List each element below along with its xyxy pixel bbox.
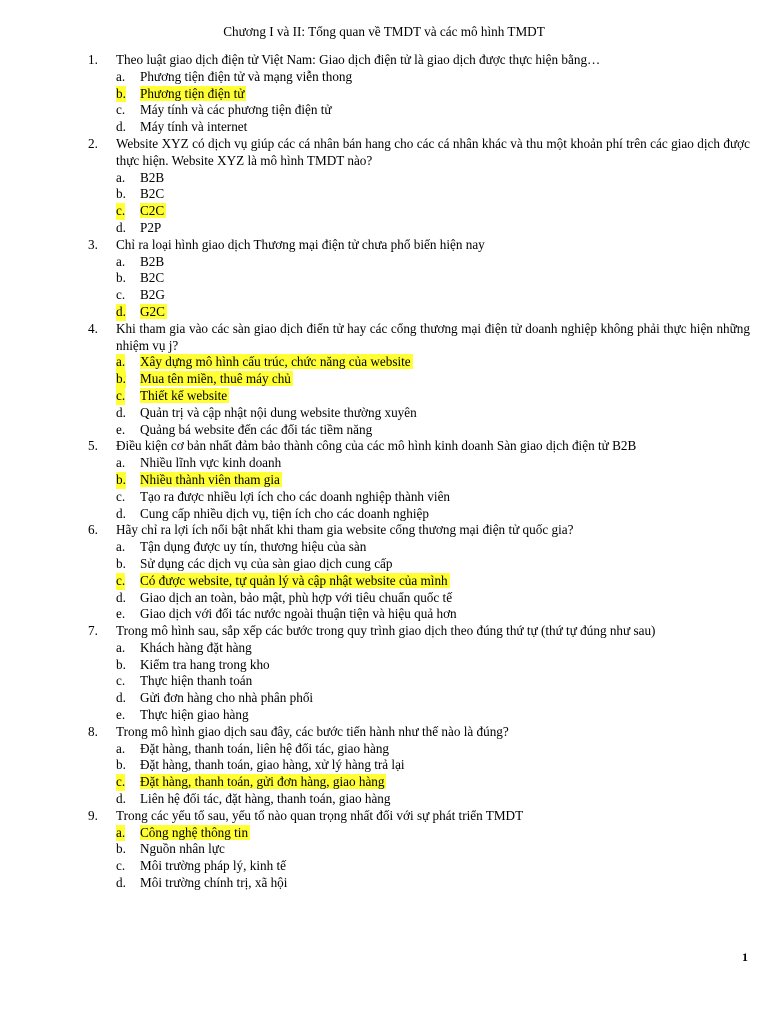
option-letter: d.: [116, 119, 126, 135]
option-text: Cung cấp nhiều dịch vụ, tiện ích cho các doanh nghiệp: [140, 505, 429, 521]
option-text: Tận dụng được uy tín, thương hiệu của sàn: [140, 539, 367, 555]
question: [88, 237, 750, 254]
option-list: [88, 254, 750, 321]
question-text: Website XYZ có dịch vụ giúp các cá nhân bán hang cho các cá nhân khác và thu một khoản phí trên các giao dịch được thực hiện. Website XYZ là mô hình TMDT nào?: [116, 135, 750, 168]
option-letter: b.: [116, 555, 126, 571]
option-text: Quản trị và cập nhật nội dung website thường xuyên: [140, 404, 417, 420]
option-text: P2P: [140, 219, 162, 235]
option-letter: c.: [116, 203, 126, 219]
answer-option: [88, 405, 750, 422]
option-letter: e.: [116, 421, 126, 437]
option-text: Khách hàng đặt hàng: [140, 639, 252, 655]
option-text: Thiết kế website: [140, 387, 228, 403]
option-letter: e.: [116, 707, 126, 723]
answer-option: [88, 590, 750, 607]
question: [88, 321, 750, 355]
question-text: Trong mô hình sau, sắp xếp các bước trong quy trình giao dịch theo đúng thứ tự (thứ tự đúng như sau): [116, 623, 656, 639]
answer-option: [88, 640, 750, 657]
question: [88, 522, 750, 539]
answer-option-highlighted: [88, 304, 750, 321]
option-list: [88, 640, 750, 724]
option-text: Máy tính và các phương tiện điện tử: [140, 102, 332, 118]
option-text: Đặt hàng, thanh toán, gửi đơn hàng, giao hàng: [140, 774, 385, 790]
question: [88, 808, 750, 825]
answer-option: [88, 287, 750, 304]
answer-option: [88, 455, 750, 472]
question-number: 6.: [88, 522, 98, 538]
option-text: Giao dịch an toàn, bảo mật, phù hợp với tiêu chuẩn quốc tế: [140, 589, 453, 605]
option-letter: b.: [116, 371, 126, 387]
option-letter: c.: [116, 488, 126, 504]
option-letter: a.: [116, 455, 126, 471]
option-letter: d.: [116, 404, 126, 420]
answer-option: [88, 186, 750, 203]
option-text: Tạo ra được nhiều lợi ích cho các doanh nghiệp thành viên: [140, 488, 451, 504]
option-text: Có được website, tự quản lý và cập nhật website của mình: [140, 572, 448, 588]
option-letter: b.: [116, 85, 126, 101]
option-list: [88, 825, 750, 892]
answer-option: [88, 102, 750, 119]
option-text: Giao dịch với đối tác nước ngoài thuận tiện và hiệu quả hơn: [140, 606, 457, 622]
answer-option: [88, 539, 750, 556]
option-letter: a.: [116, 68, 126, 84]
question-number: 7.: [88, 623, 98, 639]
option-letter: b.: [116, 270, 126, 286]
option-text: Máy tính và internet: [140, 119, 248, 135]
option-text: Gửi đơn hàng cho nhà phân phối: [140, 690, 314, 706]
option-letter: d.: [116, 589, 126, 605]
option-text: Phương tiện điện tử: [140, 85, 245, 101]
option-text: Sử dụng các dịch vụ của sàn giao dịch cung cấp: [140, 555, 393, 571]
option-letter: a.: [116, 639, 126, 655]
answer-option: [88, 657, 750, 674]
answer-option: [88, 673, 750, 690]
question-text: Trong các yếu tố sau, yếu tố nào quan trọng nhất đối với sự phát triển TMDT: [116, 807, 524, 823]
option-text: Thực hiện giao hàng: [140, 707, 249, 723]
option-text: Nhiều lĩnh vực kinh doanh: [140, 455, 282, 471]
question-text: Hãy chỉ ra lợi ích nổi bật nhất khi tham gia website cổng thương mại điện tử quốc gia?: [116, 522, 574, 538]
option-list: [88, 455, 750, 522]
answer-option: [88, 506, 750, 523]
answer-option: [88, 858, 750, 875]
answer-option: [88, 606, 750, 623]
option-text: Phương tiện điện tử và mạng viễn thong: [140, 68, 353, 84]
answer-option: [88, 422, 750, 439]
option-text: Kiểm tra hang trong kho: [140, 656, 270, 672]
question-number: 5.: [88, 438, 98, 454]
option-letter: d.: [116, 690, 126, 706]
answer-option-highlighted: [88, 354, 750, 371]
page-title: Chương I và II: Tổng quan về TMDT và các mô hình TMDT: [223, 24, 545, 39]
option-letter: a.: [116, 824, 126, 840]
answer-option: [88, 841, 750, 858]
option-text: Môi trường chính trị, xã hội: [140, 875, 288, 891]
option-letter: c.: [116, 387, 126, 403]
option-text: B2G: [140, 287, 165, 303]
answer-option-highlighted: [88, 573, 750, 590]
option-letter: d.: [116, 219, 126, 235]
option-letter: a.: [116, 740, 126, 756]
answer-option: [88, 875, 750, 892]
question-text: Trong mô hình giao dịch sau đây, các bước tiến hành như thế nào là đúng?: [116, 723, 509, 739]
answer-option-highlighted: [88, 774, 750, 791]
question-number: 2.: [88, 135, 98, 151]
question: [88, 136, 750, 170]
option-list: [88, 69, 750, 136]
question-number: 4.: [88, 320, 98, 336]
answer-option-highlighted: [88, 203, 750, 220]
option-text: Nguồn nhân lực: [140, 841, 225, 857]
option-letter: d.: [116, 505, 126, 521]
option-letter: d.: [116, 791, 126, 807]
question: [88, 623, 750, 640]
answer-option: [88, 220, 750, 237]
option-letter: d.: [116, 875, 126, 891]
question-text: Điều kiện cơ bản nhất đảm bảo thành công của các mô hình kinh doanh Sàn giao dịch điện tử B2B: [116, 438, 637, 454]
option-text: Mua tên miền, thuê máy chủ: [140, 371, 291, 387]
answer-option: [88, 741, 750, 758]
option-letter: b.: [116, 757, 126, 773]
option-list: [88, 741, 750, 808]
answer-option: [88, 690, 750, 707]
answer-option: [88, 170, 750, 187]
question: [88, 724, 750, 741]
option-letter: c.: [116, 287, 126, 303]
question-text: Khi tham gia vào các sàn giao dịch điển tử hay các cổng thương mại điện tử doanh nghiệp không phải thực hiện những nhiệm vụ j?: [116, 320, 750, 353]
answer-option-highlighted: [88, 472, 750, 489]
option-list: [88, 539, 750, 623]
answer-option: [88, 119, 750, 136]
option-text: B2C: [140, 186, 165, 202]
option-letter: b.: [116, 186, 126, 202]
option-letter: c.: [116, 673, 126, 689]
option-text: B2B: [140, 169, 165, 185]
answer-option-highlighted: [88, 86, 750, 103]
question: [88, 438, 750, 455]
option-text: Đặt hàng, thanh toán, liên hệ đối tác, giao hàng: [140, 740, 390, 756]
option-text: Công nghệ thông tin: [140, 824, 249, 840]
question-number: 9.: [88, 807, 98, 823]
answer-option: [88, 757, 750, 774]
option-text: B2B: [140, 253, 165, 269]
option-letter: c.: [116, 858, 126, 874]
option-letter: a.: [116, 539, 126, 555]
answer-option: [88, 69, 750, 86]
option-list: [88, 354, 750, 438]
option-text: Xây dựng mô hình cấu trúc, chức năng của website: [140, 354, 411, 370]
page-number: 1: [742, 950, 748, 964]
option-text: C2C: [140, 203, 165, 219]
answer-option-highlighted: [88, 371, 750, 388]
answer-option: [88, 707, 750, 724]
answer-option: [88, 270, 750, 287]
answer-option-highlighted: [88, 825, 750, 842]
option-letter: a.: [116, 253, 126, 269]
option-list: [88, 170, 750, 237]
option-letter: c.: [116, 774, 126, 790]
question-text: Theo luật giao dịch điện tử Việt Nam: Giao dịch điện tử là giao dịch được thực hiện bằng…: [116, 52, 601, 67]
question-number: 3.: [88, 236, 98, 252]
option-text: G2C: [140, 303, 165, 319]
option-text: B2C: [140, 270, 165, 286]
option-letter: b.: [116, 656, 126, 672]
option-text: Quảng bá website đến các đối tác tiềm năng: [140, 421, 373, 437]
option-letter: d.: [116, 303, 126, 319]
option-text: Thực hiện thanh toán: [140, 673, 253, 689]
option-letter: a.: [116, 169, 126, 185]
answer-option: [88, 791, 750, 808]
option-letter: e.: [116, 606, 126, 622]
question: [88, 52, 750, 69]
answer-option-highlighted: [88, 388, 750, 405]
answer-option: [88, 254, 750, 271]
option-letter: b.: [116, 471, 126, 487]
option-letter: b.: [116, 841, 126, 857]
option-letter: c.: [116, 102, 126, 118]
question-number: 8.: [88, 723, 98, 739]
question-list: [88, 52, 750, 892]
option-text: Đặt hàng, thanh toán, giao hàng, xử lý hàng trả lại: [140, 757, 405, 773]
question-text: Chỉ ra loại hình giao dịch Thương mại điện tử chưa phổ biến hiện nay: [116, 236, 485, 252]
option-letter: c.: [116, 572, 126, 588]
option-text: Nhiều thành viên tham gia: [140, 471, 280, 487]
option-letter: a.: [116, 354, 126, 370]
question-number: 1.: [88, 52, 98, 67]
answer-option: [88, 556, 750, 573]
option-text: Môi trường pháp lý, kinh tế: [140, 858, 286, 874]
answer-option: [88, 489, 750, 506]
option-text: Liên hệ đối tác, đặt hàng, thanh toán, giao hàng: [140, 791, 391, 807]
